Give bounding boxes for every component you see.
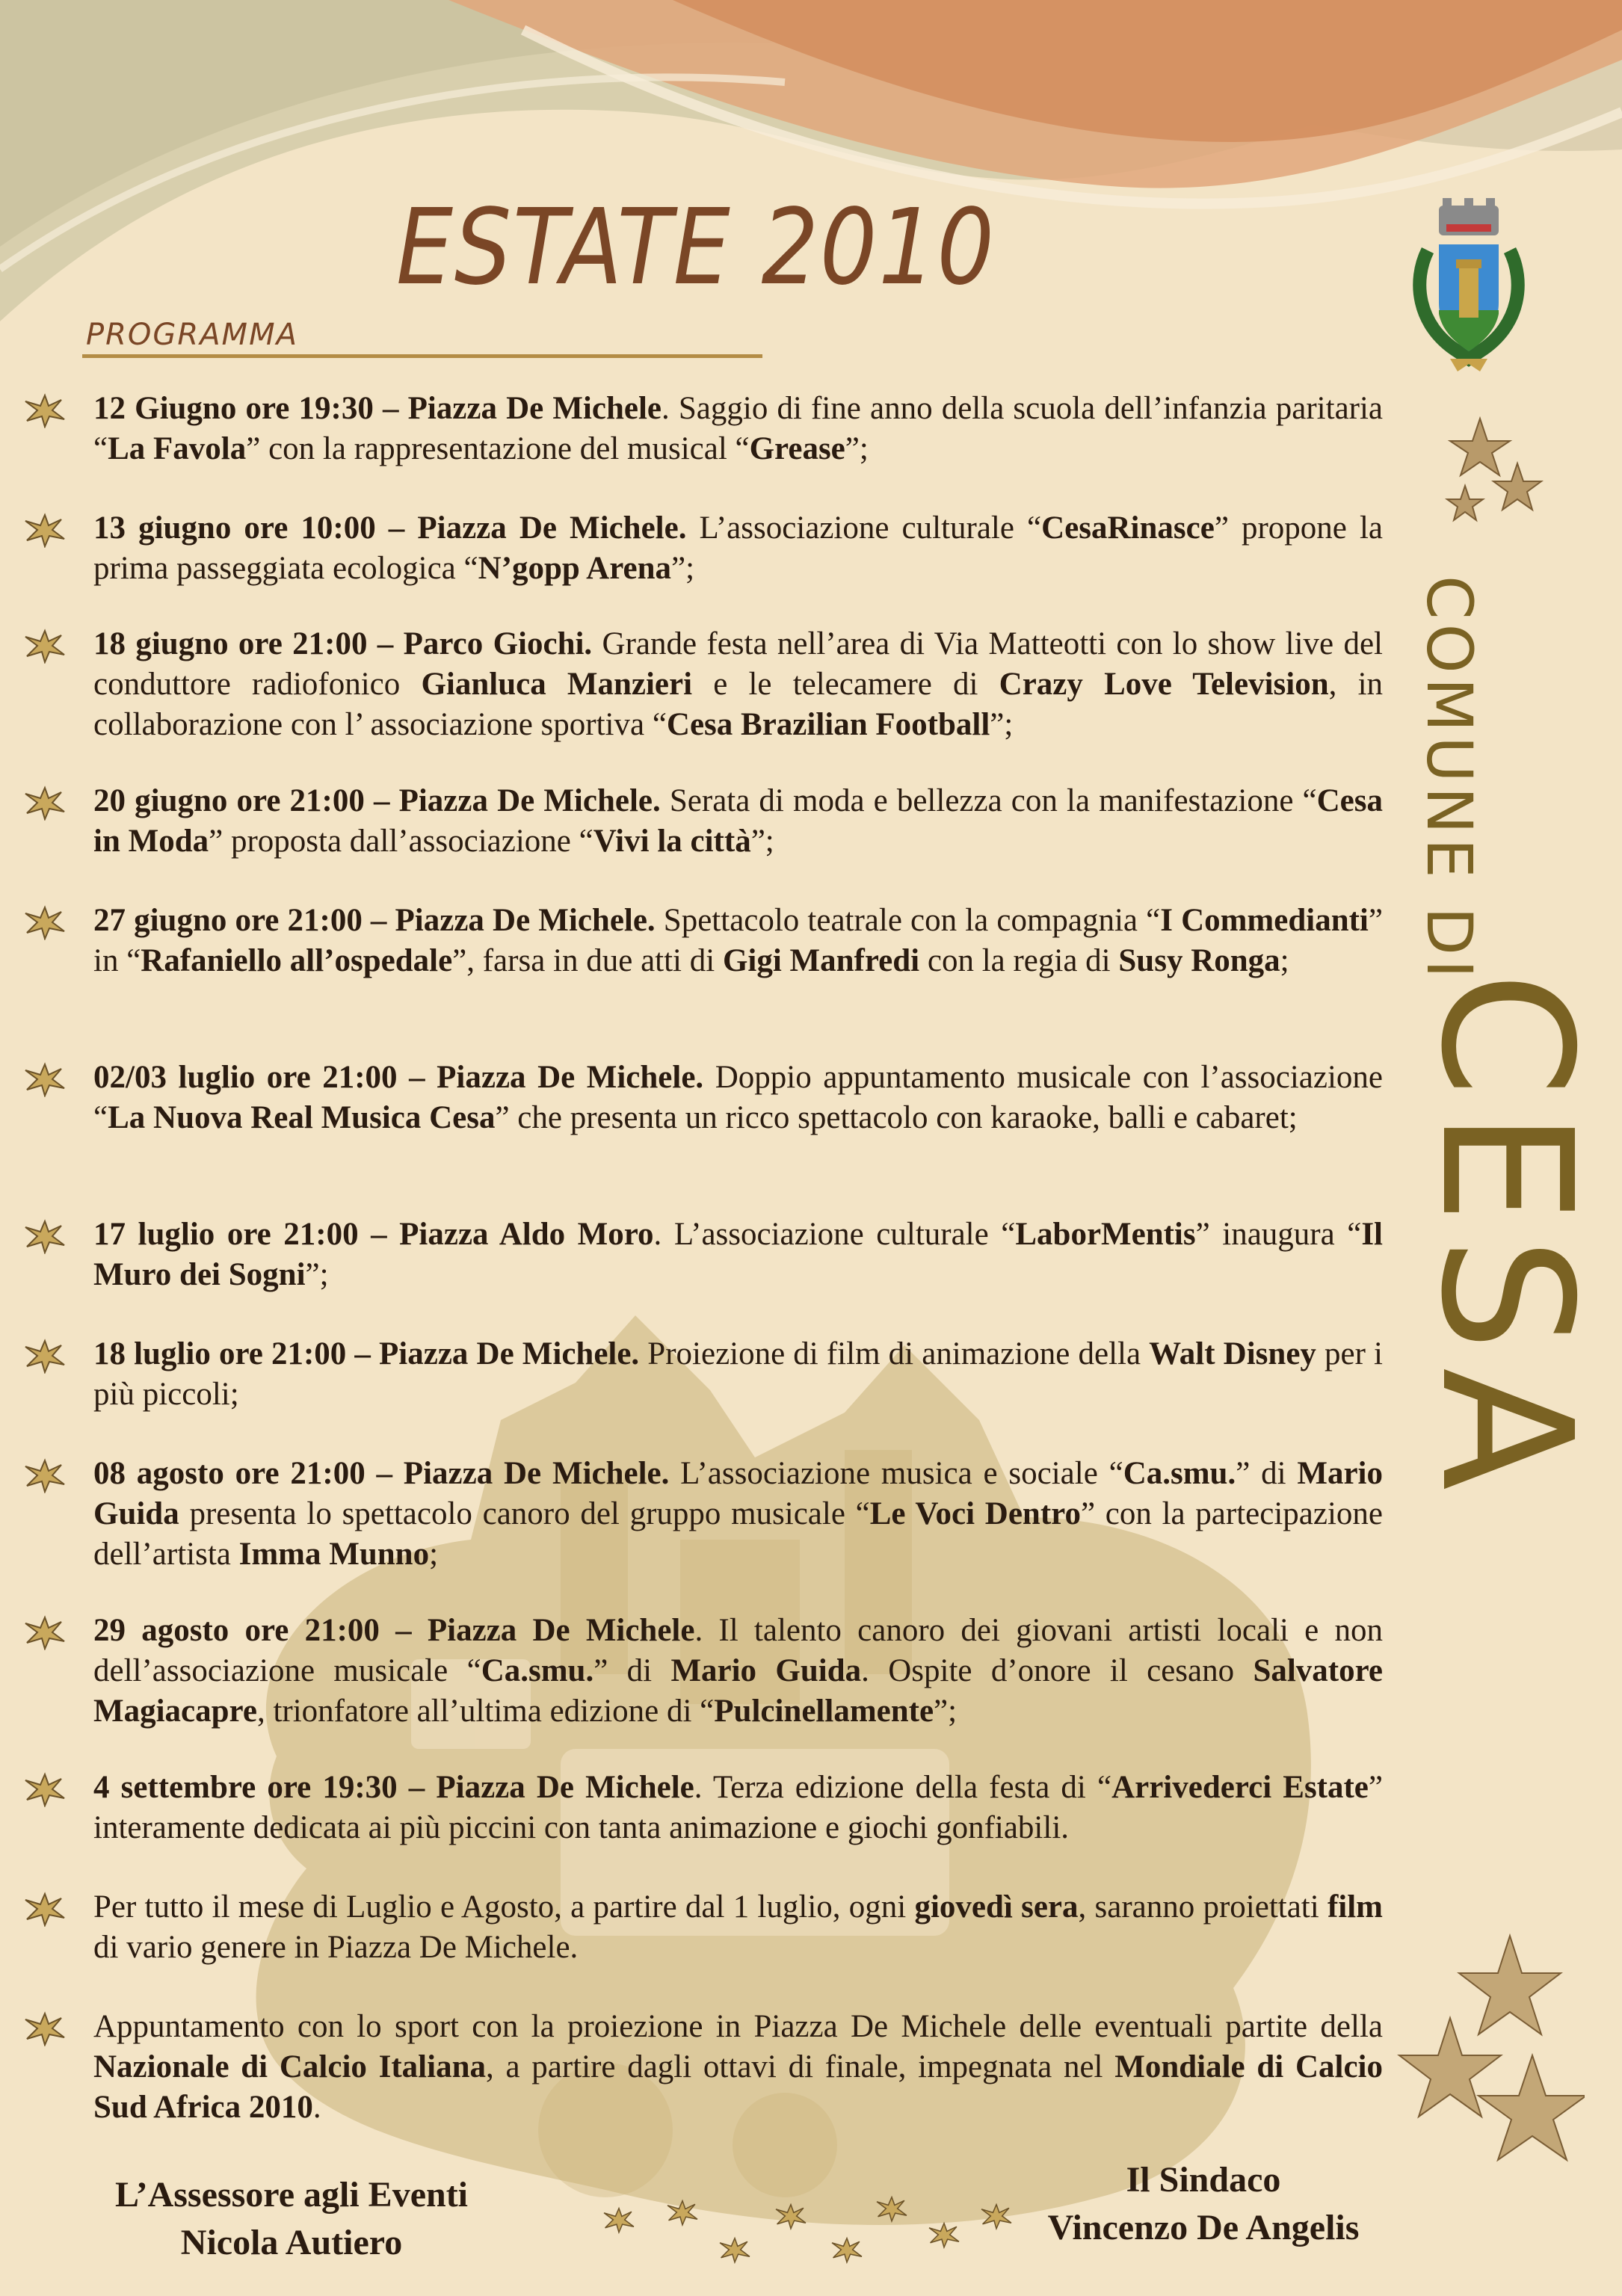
event-highlight: 27 giugno ore 21:00 – Piazza De Michele. <box>93 903 656 938</box>
sindaco-name: Vincenzo De Angelis <box>1047 2208 1360 2247</box>
event-text <box>93 1887 1383 1968</box>
event-text-run: Doppio appuntamento musicale con l’associazione “ <box>93 1060 1383 1135</box>
event-highlight: CesaRinasce <box>1041 510 1215 546</box>
event-highlight: Le Voci Dentro <box>869 1496 1081 1531</box>
signature-sindaco <box>1009 2156 1398 2252</box>
event-text-run: ” con la partecipazione dell’artista <box>93 1496 1383 1572</box>
event-text-run: . Terza edizione della festa di “ <box>694 1770 1112 1805</box>
event-item <box>22 1058 1383 1138</box>
event-item <box>22 2007 1383 2128</box>
event-highlight: Gianluca Manzieri <box>421 667 693 702</box>
event-item <box>22 781 1383 862</box>
event-text-run: , in collaborazione con l’ associazione sportiva “ <box>93 667 1384 742</box>
event-text <box>93 1215 1383 1295</box>
star-icon <box>774 2201 808 2231</box>
event-highlight: 02/03 luglio ore 21:00 – Piazza De Michele. <box>93 1060 704 1095</box>
event-text-run: ” con la rappresentazione del musical “ <box>246 431 750 466</box>
star-icon <box>22 904 67 940</box>
star-icon <box>875 2194 909 2224</box>
star-icon <box>665 2197 700 2227</box>
event-text-run: ”; <box>750 824 774 859</box>
event-highlight: 12 Giugno ore 19:30 – Piazza De Michele <box>93 391 662 426</box>
event-text-run: ; <box>1280 943 1289 978</box>
event-highlight: film <box>1327 1889 1383 1925</box>
event-item <box>22 1454 1383 1575</box>
star-icon <box>22 2010 67 2046</box>
event-text <box>93 1058 1383 1138</box>
comune-di-label: COMUNE DI <box>1413 575 1486 983</box>
event-item <box>22 389 1383 469</box>
star-icon <box>22 785 67 821</box>
event-text-run: . Il talento canoro dei giovani artisti locali e non dell’associazione musicale “ <box>93 1613 1383 1688</box>
event-highlight: 20 giugno ore 21:00 – Piazza De Michele. <box>93 783 661 818</box>
event-text-run: , a partire dagli ottavi di finale, impegnata nel <box>485 2049 1115 2084</box>
event-highlight: Cesa Brazilian Football <box>666 707 990 742</box>
event-highlight: giovedì sera <box>914 1889 1079 1925</box>
star-icon <box>22 512 67 548</box>
cesa-large-text <box>1401 972 1611 1505</box>
event-text-run: Spettacolo teatrale con la compagnia “ <box>655 903 1161 938</box>
event-item <box>22 1887 1383 1968</box>
event-highlight: Arrivederci Estate <box>1111 1770 1369 1805</box>
event-highlight: La Favola <box>108 431 247 466</box>
event-text-run: ” propone la prima passeggiata ecologica “ <box>93 510 1383 586</box>
star-icon <box>22 1218 67 1254</box>
event-text-run: presenta lo spettacolo canoro del gruppo musicale “ <box>179 1496 870 1531</box>
star-icon <box>22 628 67 664</box>
event-highlight: Mario Guida <box>670 1653 862 1688</box>
cesa-label: CESA <box>1401 972 1611 1505</box>
star-icon <box>22 392 67 428</box>
event-text-run: ”; <box>845 431 869 466</box>
event-highlight: Vivi la città <box>593 824 751 859</box>
event-text-run: ” proposta dall’associazione “ <box>209 824 593 859</box>
event-highlight: Pulcinellamente <box>714 1694 934 1729</box>
event-item <box>22 508 1383 589</box>
event-text <box>93 624 1383 745</box>
event-highlight: Ca.smu. <box>481 1653 594 1688</box>
starfish-icon <box>1390 1928 1585 2167</box>
event-item <box>22 1215 1383 1295</box>
event-text-run: ”; <box>305 1257 329 1292</box>
event-text <box>93 781 1383 862</box>
event-text-run: ” di <box>1236 1456 1298 1491</box>
event-text <box>93 1334 1383 1415</box>
sindaco-role: Il Sindaco <box>1126 2160 1281 2200</box>
event-text-run: ” di <box>593 1653 671 1688</box>
event-highlight: N’gopp Arena <box>478 551 672 586</box>
event-text-run: ”; <box>934 1694 958 1729</box>
event-text-run: ”; <box>671 551 695 586</box>
event-text-run: . Saggio di fine anno della scuola dell’infanzia paritaria “ <box>93 391 1384 466</box>
event-item <box>22 624 1383 745</box>
event-text-run: Grande festa nell’area di Via Matteotti con lo show live del conduttore radiofonico <box>93 626 1383 702</box>
event-text-run: . <box>312 2090 321 2125</box>
event-text-run: ”; <box>990 707 1014 742</box>
assessore-name: Nicola Autiero <box>180 2223 403 2262</box>
event-text-run: Proiezione di film di animazione della <box>639 1336 1150 1371</box>
event-text-run: ” inaugura “ <box>1195 1217 1362 1252</box>
event-highlight: Cesa in Moda <box>93 783 1383 859</box>
event-text-run: ” che presenta un ricco spettacolo con karaoke, balli e cabaret; <box>495 1100 1298 1135</box>
event-highlight: 4 settembre ore 19:30 – Piazza De Michele <box>93 1770 694 1805</box>
event-text-run: L’associazione musica e sociale “ <box>669 1456 1123 1491</box>
star-icon <box>22 1771 67 1807</box>
star-icon <box>718 2235 752 2265</box>
event-text <box>93 1454 1383 1575</box>
event-text-run: ” in “ <box>93 903 1383 978</box>
page-title: ESTATE 2010 <box>396 187 996 309</box>
section-heading: PROGRAMMA <box>86 318 298 352</box>
event-text-run: Per tutto il mese di Luglio e Agosto, a partire dal 1 luglio, ogni <box>93 1889 915 1925</box>
event-text-run: , trionfatore all’ultima edizione di “ <box>256 1694 715 1729</box>
coat-of-arms-icon <box>1405 198 1532 377</box>
starfish-icon <box>1435 404 1555 538</box>
event-highlight: Mondiale di Calcio Sud Africa 2010 <box>93 2049 1383 2125</box>
event-text <box>93 1611 1383 1732</box>
event-highlight: Il Muro dei Sogni <box>93 1217 1383 1292</box>
event-highlight: 29 agosto ore 21:00 – Piazza De Michele <box>93 1613 695 1648</box>
star-icon <box>22 1457 67 1493</box>
event-text <box>93 901 1383 981</box>
event-text-run: ; <box>429 1537 439 1572</box>
event-highlight: 08 agosto ore 21:00 – Piazza De Michele. <box>93 1456 670 1491</box>
event-highlight: Gigi Manfredi <box>722 943 920 978</box>
event-text <box>93 1768 1383 1848</box>
event-highlight: I Commedianti <box>1160 903 1369 938</box>
event-highlight: Nazionale di Calcio Italiana <box>93 2049 486 2084</box>
event-text-run: per i più piccoli; <box>93 1336 1383 1412</box>
star-icon <box>830 2235 864 2265</box>
event-highlight: Susy Ronga <box>1118 943 1280 978</box>
event-highlight: Walt Disney <box>1149 1336 1316 1371</box>
event-text-run: ”, farsa in due atti di <box>452 943 723 978</box>
event-highlight: Crazy Love Television <box>999 667 1329 702</box>
event-text-run: Serata di moda e bellezza con la manifestazione “ <box>660 783 1317 818</box>
event-highlight: 13 giugno ore 10:00 – Piazza De Michele. <box>93 510 687 546</box>
comune-di-cesa-text <box>1413 575 1486 983</box>
event-text-run: . Ospite d’onore il cesano <box>861 1653 1253 1688</box>
event-item <box>22 1611 1383 1732</box>
event-highlight: LaborMentis <box>1015 1217 1196 1252</box>
event-text-run: con la regia di <box>919 943 1119 978</box>
event-text-run: e le telecamere di <box>692 667 999 702</box>
event-highlight: Salvatore Magiacapre <box>93 1653 1384 1729</box>
star-icon <box>22 1338 67 1374</box>
event-highlight: Mario Guida <box>93 1456 1383 1531</box>
event-item <box>22 1768 1383 1848</box>
event-highlight: Imma Munno <box>238 1537 430 1572</box>
event-text <box>93 508 1383 589</box>
star-icon <box>22 1061 67 1097</box>
event-text-run: Appuntamento con lo sport con la proiezione in Piazza De Michele delle eventuali partite della <box>93 2009 1383 2044</box>
event-text-run: , saranno proiettati <box>1078 1889 1327 1925</box>
event-text-run: di vario genere in Piazza De Michele. <box>93 1930 579 1965</box>
assessore-role: L’Assessore agli Eventi <box>114 2175 469 2215</box>
event-text-run: ” interamente dedicata ai più piccini con tanta animazione e giochi gonfiabili. <box>93 1770 1383 1845</box>
divider <box>82 354 762 358</box>
event-text-run: . L’associazione culturale “ <box>653 1217 1016 1252</box>
event-text-run: L’associazione culturale “ <box>686 510 1042 546</box>
star-icon <box>602 2205 636 2235</box>
event-item <box>22 901 1383 981</box>
event-highlight: Rafaniello all’ospedale <box>141 943 453 978</box>
event-item <box>22 1334 1383 1415</box>
event-highlight: 17 luglio ore 21:00 – Piazza Aldo Moro <box>93 1217 654 1252</box>
event-highlight: Ca.smu. <box>1123 1456 1236 1491</box>
event-highlight: 18 luglio ore 21:00 – Piazza De Michele. <box>93 1336 640 1371</box>
event-text <box>93 2007 1383 2128</box>
star-icon <box>22 1614 67 1650</box>
star-icon <box>22 1891 67 1927</box>
event-highlight: Grease <box>749 431 845 466</box>
star-icon <box>927 2220 961 2250</box>
event-text <box>93 389 1383 469</box>
signature-assessore <box>82 2171 501 2267</box>
event-highlight: 18 giugno ore 21:00 – Parco Giochi. <box>93 626 593 661</box>
event-highlight: La Nuova Real Musica Cesa <box>108 1100 496 1135</box>
